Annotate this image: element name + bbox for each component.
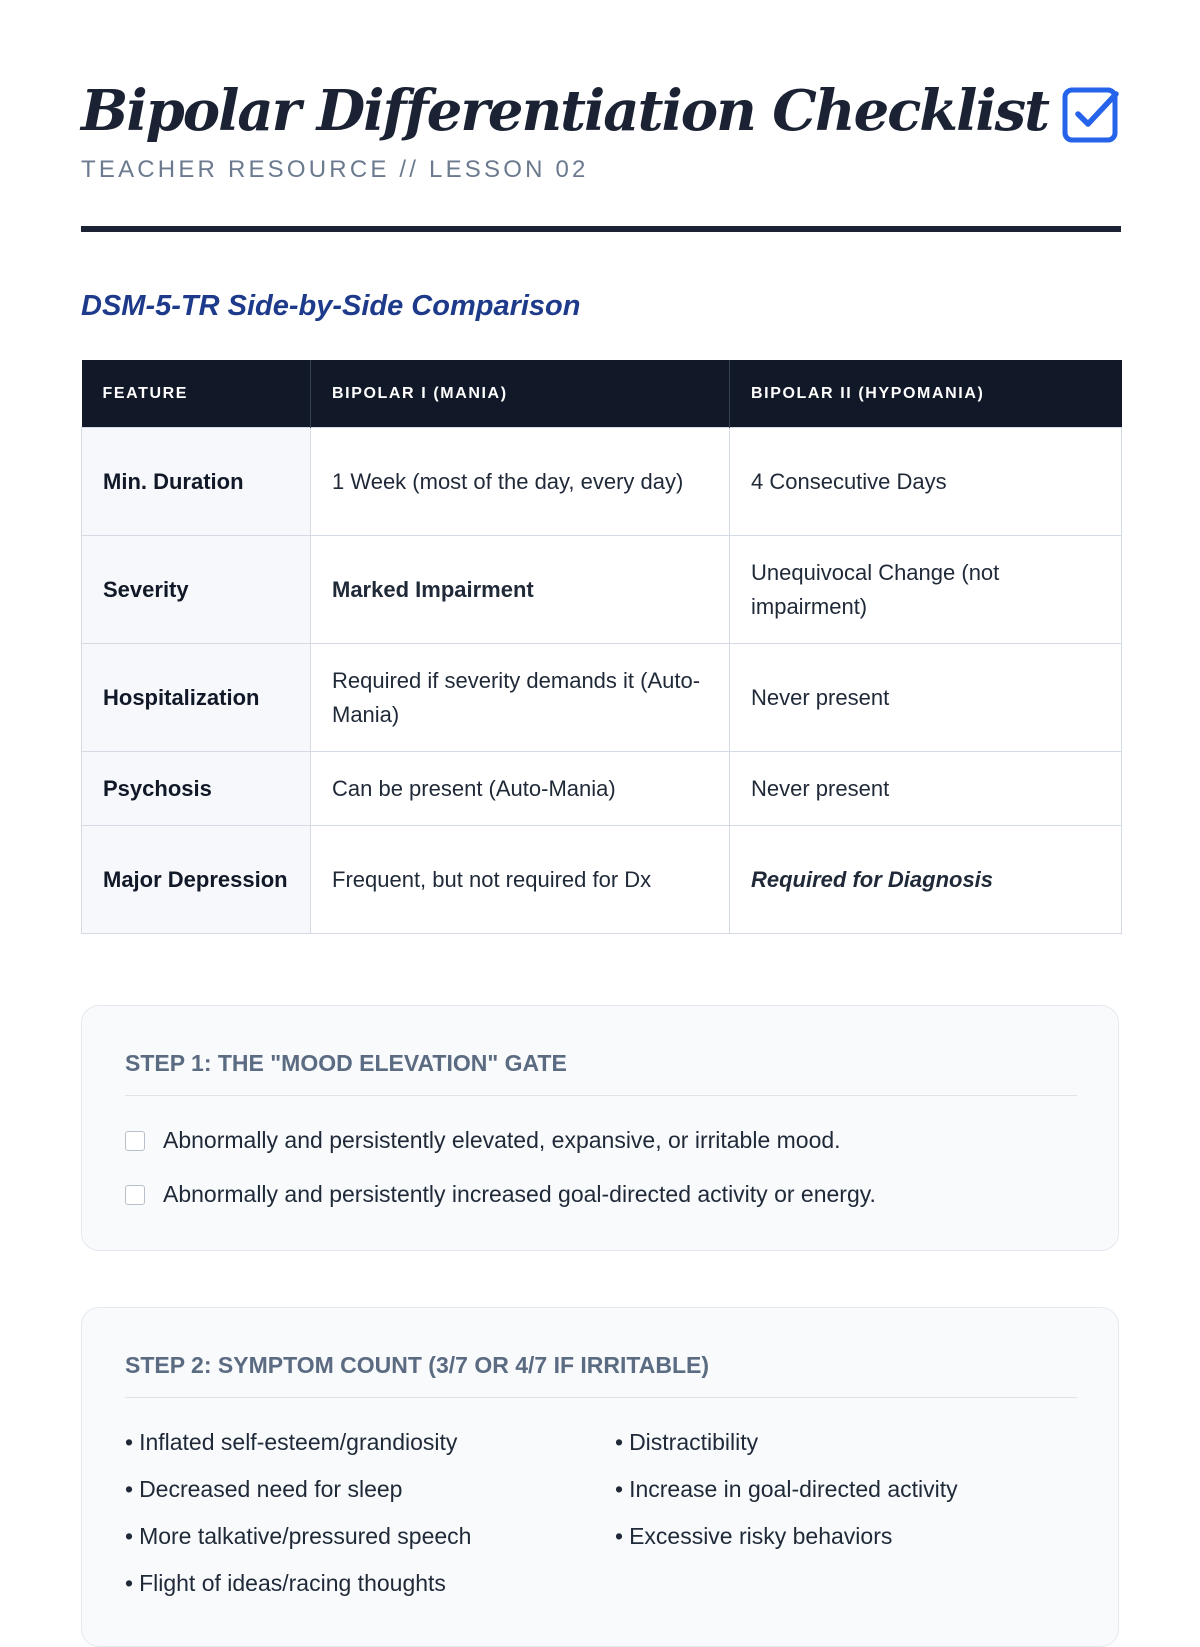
symptom-label: Increase in goal-directed activity xyxy=(629,1476,958,1502)
step-2-title: STEP 2: SYMPTOM COUNT (3/7 OR 4/7 IF IRRITABLE) xyxy=(125,1352,710,1378)
list-item xyxy=(125,1466,471,1513)
bipolar-2-cell: Never present xyxy=(730,752,1122,826)
bullet-icon: • xyxy=(125,1476,134,1502)
symptom-list-right xyxy=(615,1419,958,1560)
bullet-icon: • xyxy=(615,1523,624,1549)
table-row xyxy=(82,752,1122,826)
symptom-label: Flight of ideas/racing thoughts xyxy=(139,1570,446,1596)
step-1-divider xyxy=(125,1095,1077,1096)
checklist-item-increased-activity[interactable] xyxy=(125,1181,876,1208)
bipolar-1-cell: Required if severity demands it (Auto-Mania) xyxy=(311,644,730,752)
bipolar-2-cell: Unequivocal Change (not impairment) xyxy=(730,536,1122,644)
step-1-title: STEP 1: THE "MOOD ELEVATION" GATE xyxy=(125,1050,567,1076)
checklist-item-elevated-mood[interactable] xyxy=(125,1127,841,1154)
column-header-bipolar-1: BIPOLAR I (MANIA) xyxy=(311,360,730,428)
feature-cell: Min. Duration xyxy=(82,428,311,536)
symptom-label: Distractibility xyxy=(629,1429,759,1455)
step-2-divider xyxy=(125,1397,1077,1398)
symptom-label: Excessive risky behaviors xyxy=(629,1523,893,1549)
checklist-item-label: Abnormally and persistently elevated, expansive, or irritable mood. xyxy=(163,1127,841,1153)
table-header-row xyxy=(82,360,1122,428)
feature-cell: Severity xyxy=(82,536,311,644)
bullet-icon: • xyxy=(615,1429,624,1455)
table-row xyxy=(82,644,1122,752)
table-row xyxy=(82,428,1122,536)
bullet-icon: • xyxy=(125,1429,134,1455)
page-title: Bipolar Differentiation Checklist xyxy=(81,78,1049,144)
symptom-label: Inflated self-esteem/grandiosity xyxy=(139,1429,458,1455)
table-row xyxy=(82,826,1122,934)
column-header-bipolar-2: BIPOLAR II (HYPOMANIA) xyxy=(730,360,1122,428)
bullet-icon: • xyxy=(615,1476,624,1502)
comparison-heading: DSM-5-TR Side-by-Side Comparison xyxy=(81,290,581,322)
checkbox-checked-icon xyxy=(1061,84,1121,144)
step-2-card xyxy=(81,1307,1119,1647)
worksheet-header xyxy=(81,0,1121,234)
symptom-label: More talkative/pressured speech xyxy=(139,1523,472,1549)
list-item xyxy=(615,1466,958,1513)
bipolar-1-cell: Frequent, but not required for Dx xyxy=(311,826,730,934)
bipolar-2-cell: 4 Consecutive Days xyxy=(730,428,1122,536)
bipolar-1-cell: Marked Impairment xyxy=(311,536,730,644)
table-row xyxy=(82,536,1122,644)
list-item xyxy=(125,1513,471,1560)
symptom-label: Decreased need for sleep xyxy=(139,1476,403,1502)
feature-cell: Major Depression xyxy=(82,826,311,934)
checkbox[interactable] xyxy=(125,1185,145,1205)
symptom-list-left xyxy=(125,1419,471,1607)
header-divider xyxy=(81,226,1121,232)
bullet-icon: • xyxy=(125,1570,134,1596)
worksheet-page xyxy=(81,0,1121,1596)
feature-cell: Hospitalization xyxy=(82,644,311,752)
comparison-table xyxy=(81,360,1122,934)
bullet-icon: • xyxy=(125,1523,134,1549)
feature-cell: Psychosis xyxy=(82,752,311,826)
bipolar-1-cell: 1 Week (most of the day, every day) xyxy=(311,428,730,536)
checkbox[interactable] xyxy=(125,1131,145,1151)
list-item xyxy=(615,1419,958,1466)
step-1-card xyxy=(81,1005,1119,1251)
bipolar-2-cell: Never present xyxy=(730,644,1122,752)
bipolar-2-cell: Required for Diagnosis xyxy=(730,826,1122,934)
column-header-feature: FEATURE xyxy=(82,360,311,428)
checklist-item-label: Abnormally and persistently increased goal-directed activity or energy. xyxy=(163,1181,876,1207)
page-subtitle: TEACHER RESOURCE // LESSON 02 xyxy=(81,156,589,183)
list-item xyxy=(615,1513,958,1560)
bipolar-1-cell: Can be present (Auto-Mania) xyxy=(311,752,730,826)
list-item xyxy=(125,1419,471,1466)
